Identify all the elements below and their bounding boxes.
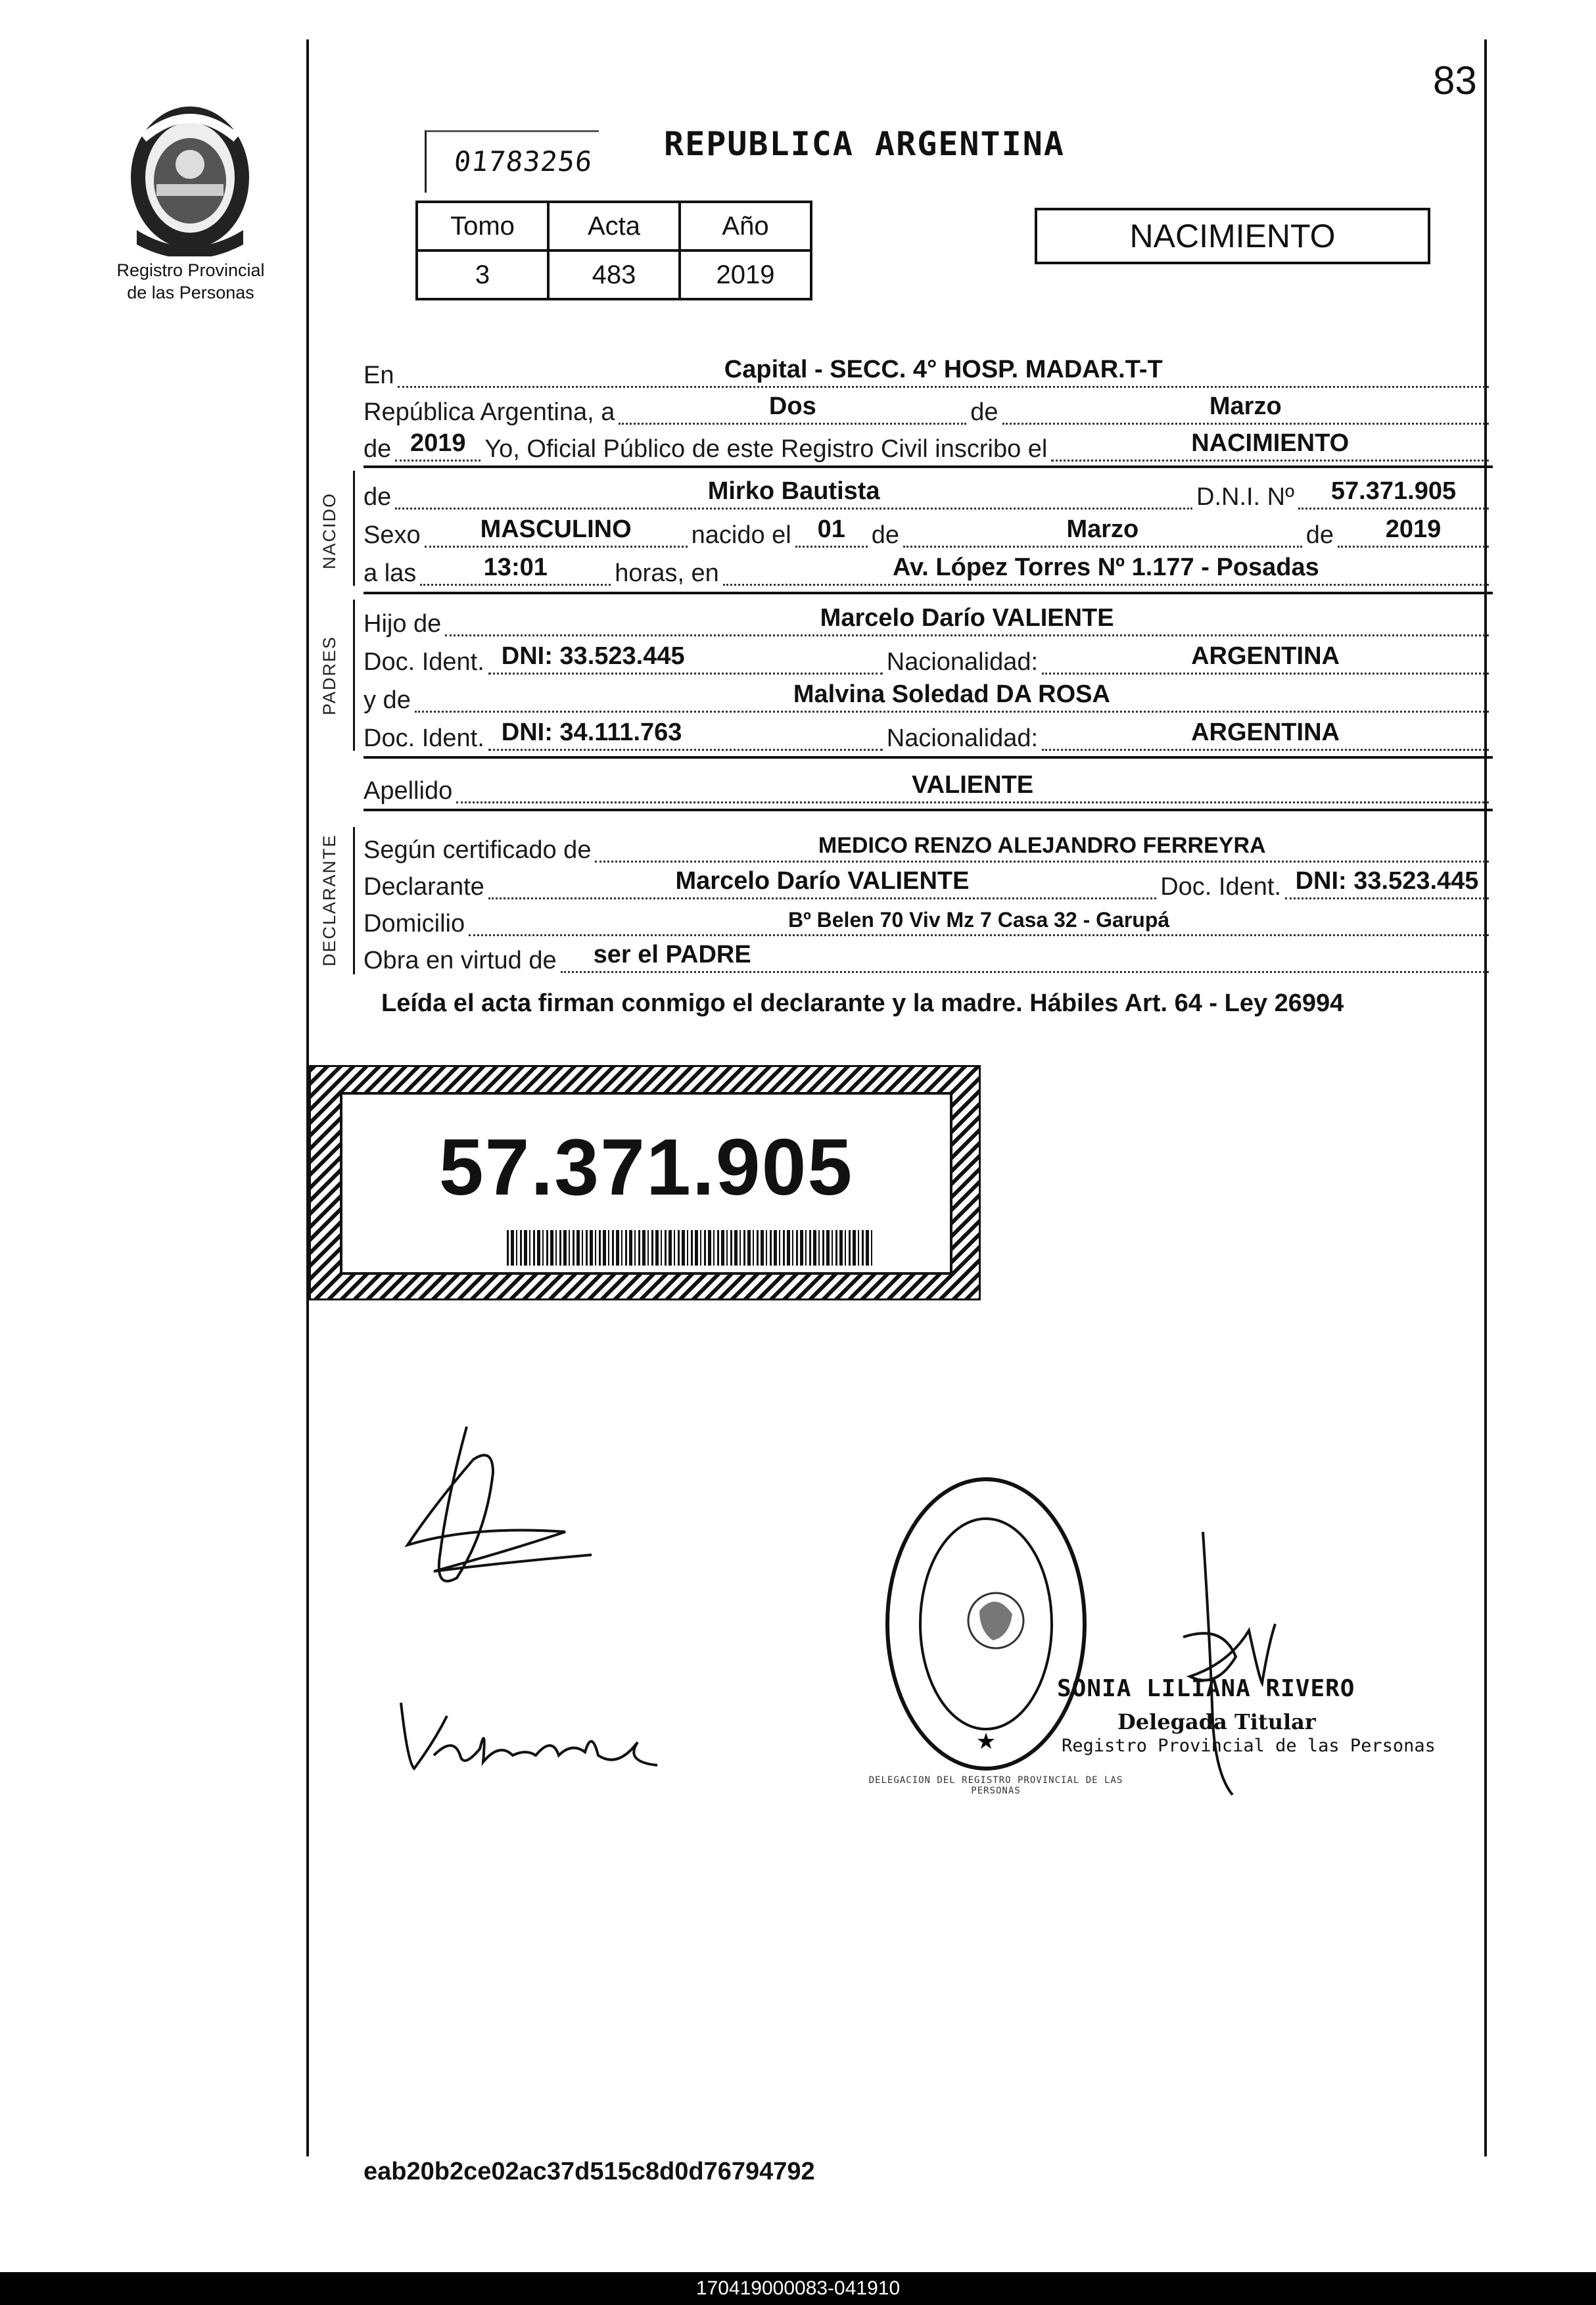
field-sexo <box>425 515 688 548</box>
field-padre <box>445 604 1489 636</box>
row-inscribo <box>364 429 1493 462</box>
field-nombre <box>395 477 1192 510</box>
signature-valiente <box>388 1690 677 1795</box>
value-hora: 13:01 <box>483 554 548 581</box>
field-madre <box>415 680 1489 713</box>
signature-scribble <box>394 1420 631 1637</box>
registry-table <box>415 201 812 300</box>
row-nombre <box>364 477 1493 510</box>
value-domicilio: Bº Belen 70 Viv Mz 7 Casa 32 - Garupá <box>787 908 1170 932</box>
label-inscribo: Yo, Oficial Público de este Registro Civil inscribo el <box>484 435 1048 463</box>
field-mes <box>1002 392 1489 425</box>
value-declarante-doc: DNI: 33.523.445 <box>1295 867 1479 895</box>
value-inscribo: NACIMIENTO <box>1191 429 1350 457</box>
label-nombre: de <box>364 483 392 511</box>
label-yde: y de <box>364 686 411 714</box>
section-declarante: DECLARANTE <box>319 834 339 966</box>
field-declarante <box>488 867 1156 899</box>
official-title: Delegada Titular <box>1117 1709 1316 1734</box>
field-inscribo <box>1051 429 1489 462</box>
label-obra: Obra en virtud de <box>364 947 557 974</box>
nacido-bracket <box>353 471 355 586</box>
value-apellido: VALIENTE <box>912 771 1034 799</box>
row-declarante <box>364 867 1493 899</box>
field-madre-doc <box>488 719 883 751</box>
divider <box>364 465 1493 468</box>
label-de-nac-anio: de <box>1305 521 1334 549</box>
value-declarante: Marcelo Darío VALIENTE <box>675 867 970 895</box>
field-obra <box>561 941 1489 973</box>
field-nac-dia <box>795 515 868 548</box>
value-certificado: MEDICO RENZO ALEJANDRO FERREYRA <box>818 833 1266 858</box>
row-madre <box>364 680 1493 713</box>
official-signature <box>1117 1525 1302 1801</box>
label-de: de <box>970 398 998 426</box>
registry-header: Año <box>680 202 811 250</box>
official-office: Registro Provincial de las Personas <box>1062 1736 1436 1756</box>
label-doc: Doc. Ident. <box>364 725 484 752</box>
registry-value: 3 <box>417 250 548 299</box>
value-anio: 2019 <box>410 429 466 457</box>
value-nombre: Mirko Bautista <box>707 477 880 505</box>
dni-label-inner <box>340 1092 952 1275</box>
row-padre-doc <box>364 642 1493 675</box>
label-horas: horas, en <box>615 559 719 587</box>
field-nac-mes <box>903 515 1302 548</box>
field-domicilio <box>469 908 1489 936</box>
doc-type: NACIMIENTO <box>1129 218 1336 254</box>
field-dni <box>1298 477 1489 510</box>
field-dia <box>619 392 966 425</box>
official-name: SONIA LILIANA RIVERO <box>1057 1675 1355 1702</box>
section-padres: PADRES <box>319 635 339 715</box>
divider <box>364 592 1493 594</box>
value-nac-mes: Marzo <box>1066 515 1139 543</box>
label-alas: a las <box>364 559 417 587</box>
label-de-anio: de <box>364 435 392 463</box>
field-declarante-doc <box>1285 867 1489 899</box>
label-republica: República Argentina, a <box>364 398 615 426</box>
svg-text:★: ★ <box>975 1728 997 1755</box>
value-mes: Marzo <box>1209 392 1282 420</box>
row-en <box>364 355 1493 388</box>
field-madre-nac <box>1042 719 1489 751</box>
footer-code: 170419000083-041910 <box>695 2277 901 2299</box>
registry-value: 2019 <box>680 250 811 299</box>
doc-type-box <box>1035 208 1430 264</box>
label-doc: Doc. Ident. <box>364 648 484 676</box>
label-apellido: Apellido <box>364 777 453 805</box>
label-sexo: Sexo <box>364 521 421 549</box>
row-domicilio <box>364 903 1493 936</box>
field-en <box>398 356 1489 388</box>
stamp-number: 01783256 <box>452 145 594 178</box>
label-declarante: Declarante <box>364 873 484 901</box>
registry-value: 483 <box>548 250 680 299</box>
row-padre <box>364 604 1493 636</box>
field-anio <box>395 429 481 462</box>
padres-bracket <box>353 600 355 751</box>
label-en: En <box>364 362 394 389</box>
row-madre-doc <box>364 718 1493 751</box>
value-dni: 57.371.905 <box>1330 477 1457 505</box>
logo-caption-line1: Registro Provincial <box>116 260 265 280</box>
section-nacido: NACIDO <box>319 492 339 569</box>
logo-caption <box>79 260 302 304</box>
value-obra: ser el PADRE <box>593 941 751 968</box>
seal-ring-text: DELEGACION DEL REGISTRO PROVINCIAL DE LAS PERSONAS <box>868 1775 1123 1796</box>
label-nacido: nacido el <box>691 521 791 549</box>
label-de-nac: de <box>871 521 900 549</box>
label-dni: D.N.I. Nº <box>1196 483 1294 511</box>
row-hora <box>364 553 1493 586</box>
closing-text: Leída el acta firman conmigo el declarante y la madre. Hábiles Art. 64 - Ley 26994 <box>381 989 1344 1017</box>
label-nacionalidad: Nacionalidad: <box>886 648 1039 676</box>
field-certificado <box>595 833 1489 863</box>
value-nac-anio: 2019 <box>1385 515 1442 543</box>
dni-label <box>309 1065 981 1300</box>
row-sexo <box>364 515 1493 548</box>
divider <box>364 809 1493 811</box>
row-apellido <box>364 771 1493 803</box>
label-declarante-doc: Doc. Ident. <box>1160 873 1281 901</box>
value-sexo: MASCULINO <box>480 515 632 543</box>
value-madre-nac: ARGENTINA <box>1191 719 1340 746</box>
registry-header: Acta <box>548 202 680 250</box>
label-domicilio: Domicilio <box>364 910 465 938</box>
field-padre-doc <box>488 642 883 675</box>
declarante-bracket <box>353 827 355 974</box>
value-padre-doc: DNI: 33.523.445 <box>501 642 685 670</box>
province-logo <box>117 99 263 256</box>
field-nac-anio <box>1338 515 1489 548</box>
registry-header: Tomo <box>417 202 548 250</box>
field-hora <box>420 554 611 586</box>
field-apellido <box>456 771 1489 803</box>
label-certificado: Según certificado de <box>364 836 592 864</box>
field-lugar <box>723 554 1489 586</box>
barcode <box>507 1230 872 1266</box>
value-lugar: Av. López Torres Nº 1.177 - Posadas <box>892 554 1319 581</box>
field-padre-nac <box>1042 642 1489 675</box>
value-madre-doc: DNI: 34.111.763 <box>501 719 682 746</box>
row-certificado <box>364 830 1493 863</box>
footer-bar <box>0 2272 1596 2305</box>
label-hijo: Hijo de <box>364 610 442 638</box>
row-fecha <box>364 392 1493 425</box>
label-nacionalidad: Nacionalidad: <box>886 725 1039 752</box>
value-nac-dia: 01 <box>817 515 845 543</box>
row-obra <box>364 940 1493 973</box>
document-hash: eab20b2ce02ac37d515c8d0d76794792 <box>364 2158 815 2185</box>
logo-caption-line2: de las Personas <box>127 282 254 302</box>
divider <box>364 756 1493 759</box>
value-padre: Marcelo Darío VALIENTE <box>820 604 1114 632</box>
page-number: 83 <box>1433 59 1477 103</box>
stamp-number-box <box>425 130 599 193</box>
dni-label-number: 57.371.905 <box>438 1122 854 1212</box>
official-seal <box>881 1473 1091 1775</box>
country-title: REPUBLICA ARGENTINA <box>664 125 1065 163</box>
value-en: Capital - SECC. 4° HOSP. MADAR.T-T <box>724 356 1163 383</box>
value-madre: Malvina Soledad DA ROSA <box>793 680 1110 708</box>
value-dia: Dos <box>768 392 816 420</box>
value-padre-nac: ARGENTINA <box>1191 642 1340 670</box>
